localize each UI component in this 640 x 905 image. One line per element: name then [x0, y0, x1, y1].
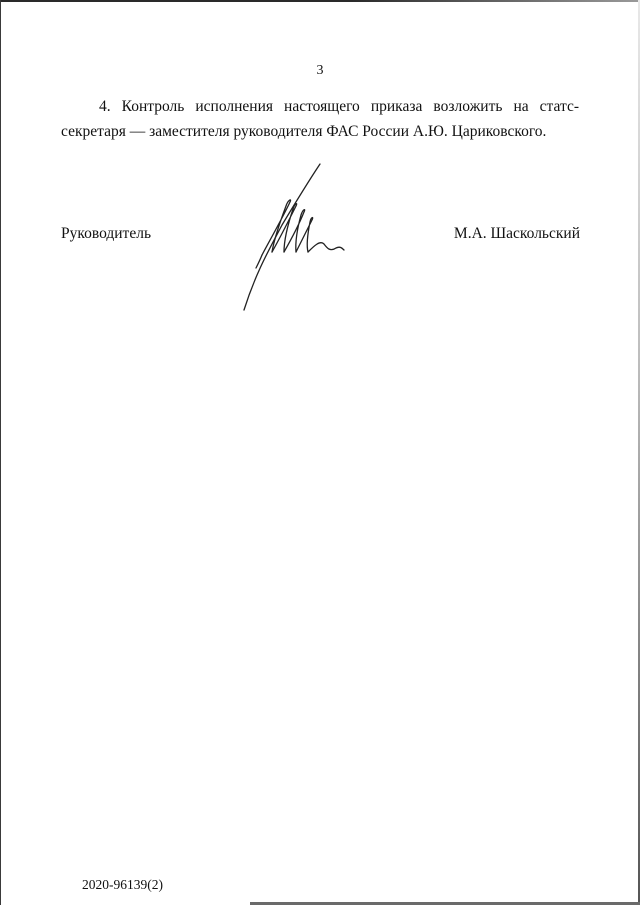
scan-edge-top: [0, 0, 640, 2]
order-paragraph: [61, 94, 579, 144]
document-id: 2020-96139(2): [82, 877, 163, 892]
paragraph-line-2: секретаря — заместителя руководителя ФАС России А.Ю. Цариковского.: [61, 123, 547, 140]
signer-name: М.А. Шаскольский: [453, 225, 580, 242]
scan-edge-left: [0, 0, 1, 905]
signer-position: Руководитель: [61, 225, 152, 242]
page-number: 3: [316, 63, 324, 78]
paragraph-line-1: 4. Контроль исполнения настоящего приказа возложить на статс-: [99, 98, 579, 115]
signature-icon: [232, 160, 352, 315]
